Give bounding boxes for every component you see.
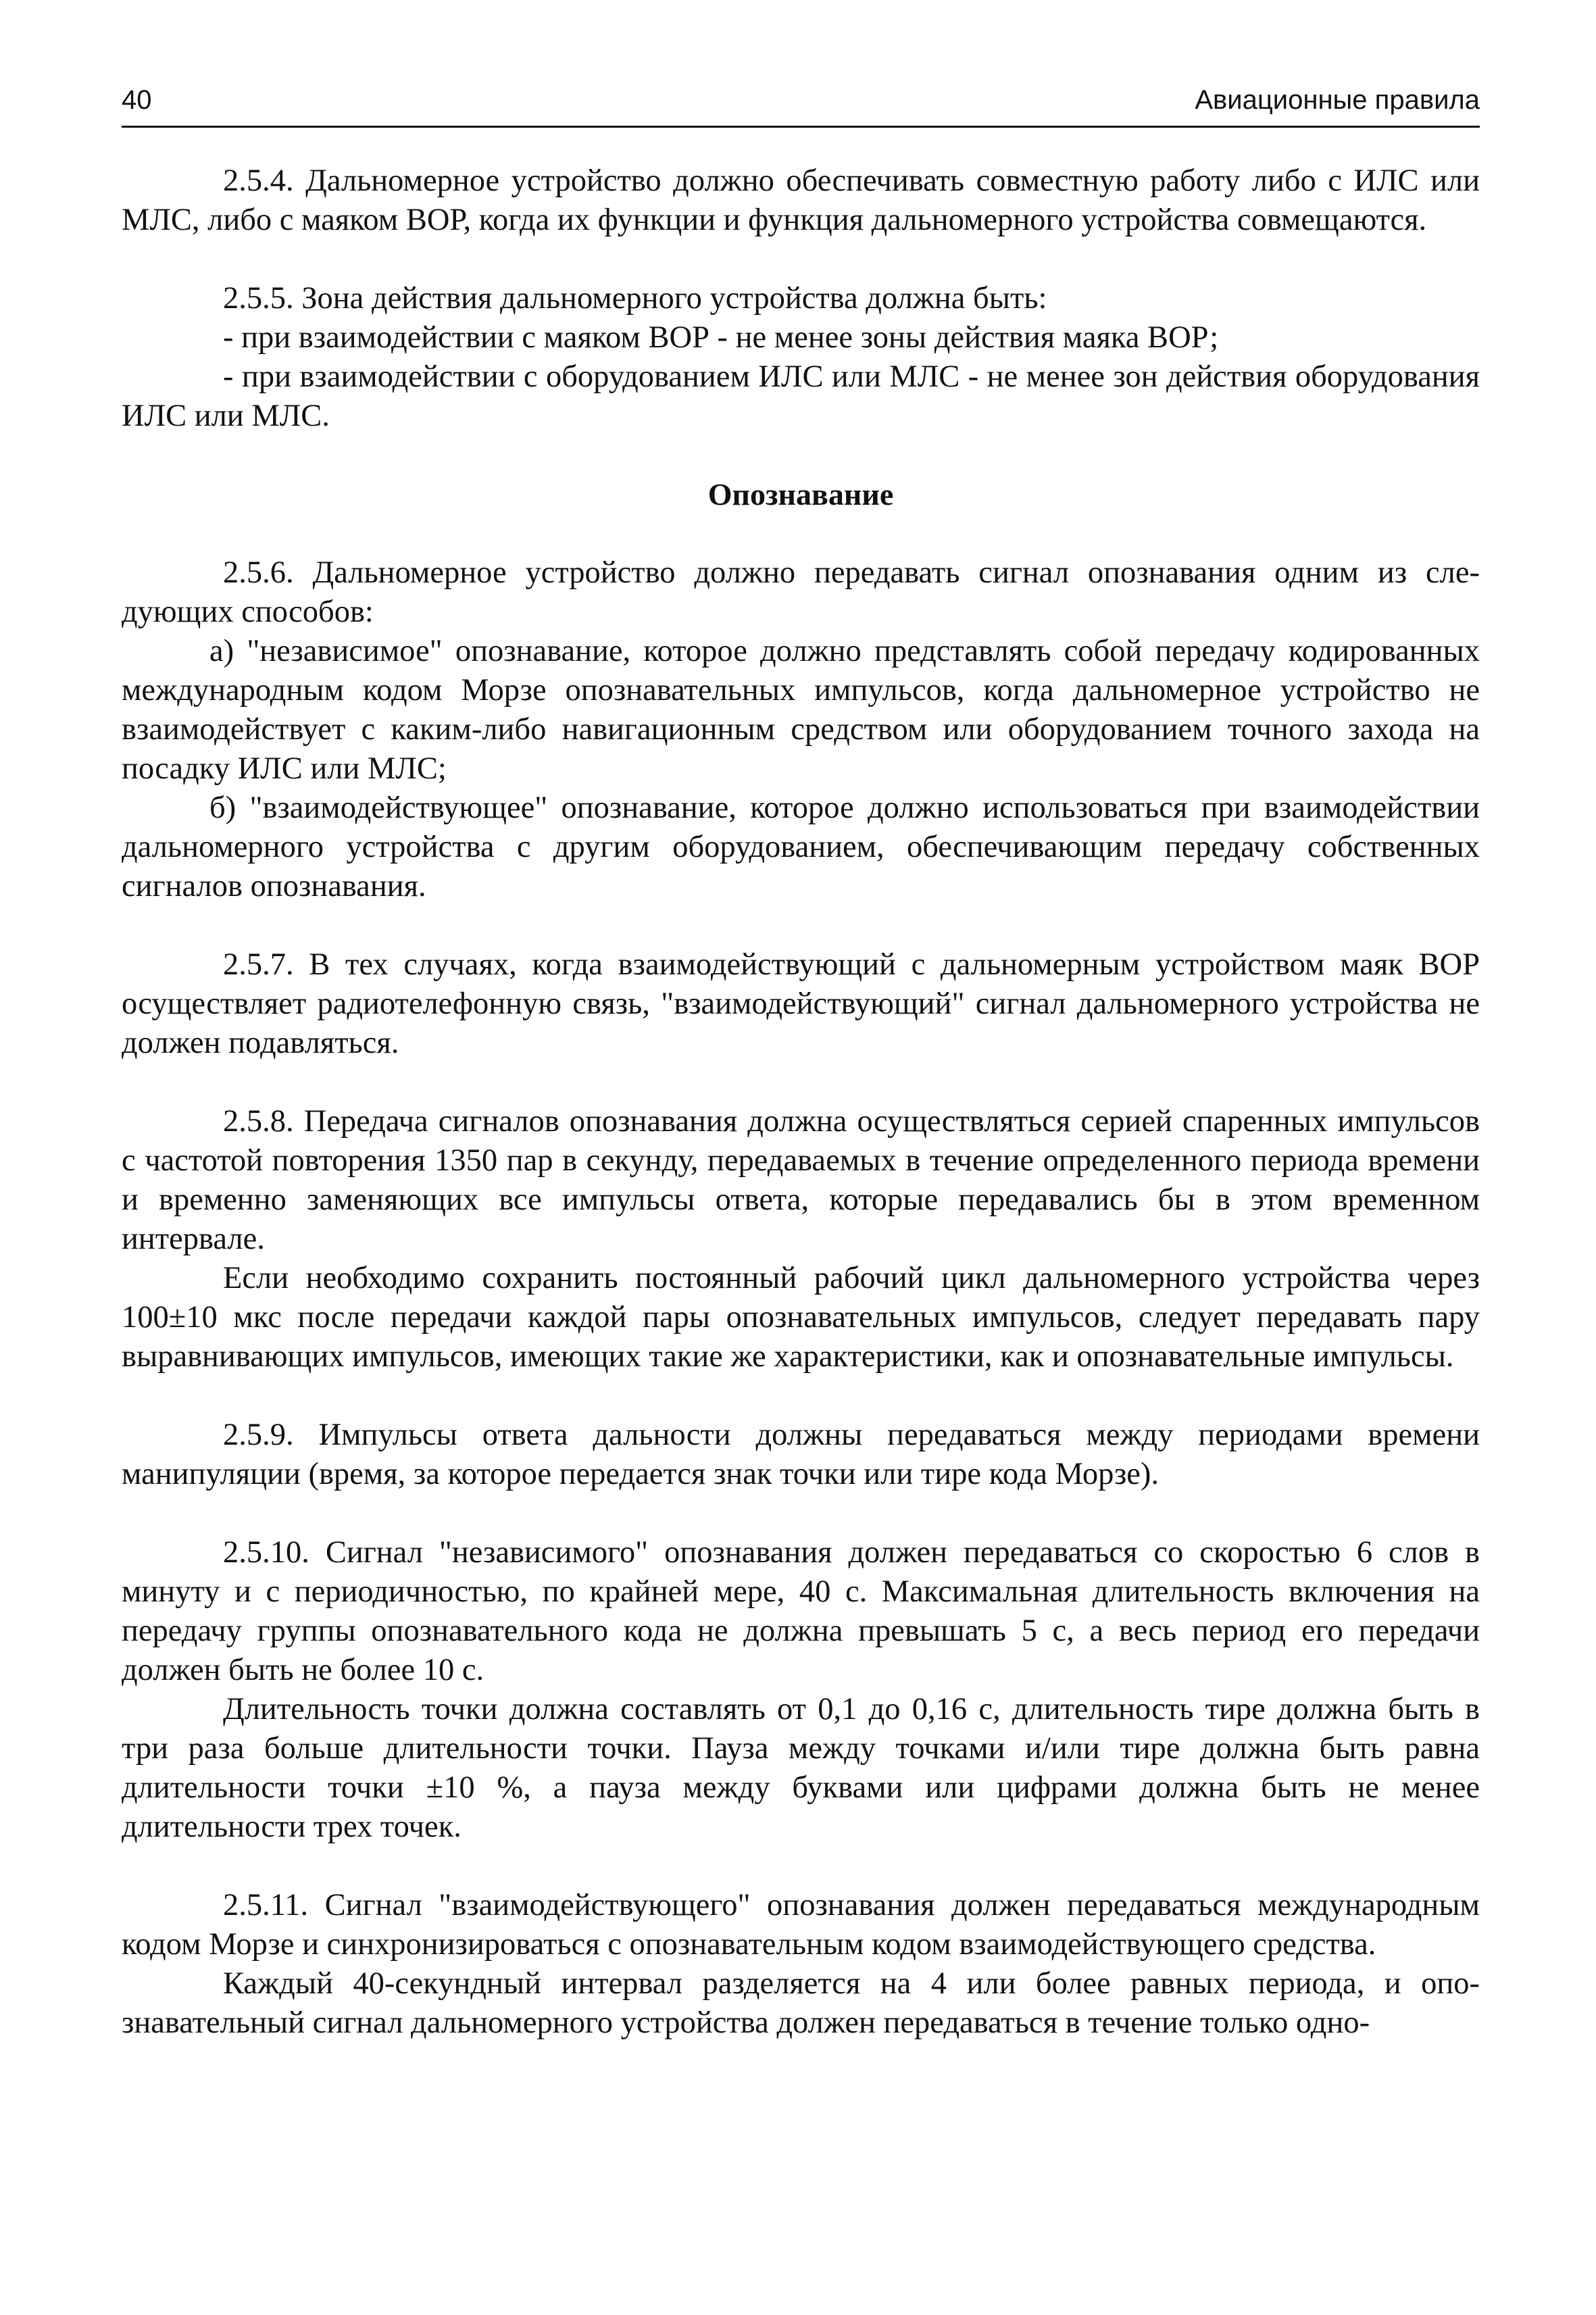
paragraph-2-5-8-continued: Если необходимо сохранить постоянный рабочий цикл дальномерного устройства через 100±10 мкс после передачи каждой пары опознавательных импульсов, следует передавать пару выравнивающих импульсов, имеющих такие же характеристики, как и опознавательные импульсы. [122, 1261, 1480, 1374]
paragraph-2-5-10: 2.5.10. Сигнал "независимого" опознавания должен передаваться со скоростью 6 слов в минуту и с периодичностью, по крайней мере, 40 с. Максимальная длительность включения на передачу группы опознавательного кода не должна превышать 5 с, а весь период его передачи должен быть не более 10 с. [122, 1535, 1480, 1687]
document-body [122, 161, 1480, 2043]
paragraph-2-5-5-item-vor: - при взаимодействии с маяком ВОР - не менее зоны действия маяка ВОР; [223, 320, 1219, 355]
paragraph-2-5-6-item-b: б) "взаимодействующее" опознавание, которое должно использоваться при взаимодействии дальномерного устройства с другим оборудованием, обеспечивающим передачу собственных сигналов опознавания. [122, 791, 1480, 903]
paragraph-2-5-6: 2.5.6. Дальномерное устройство должно передавать сигнал опознавания одним из следующих способов: [122, 555, 1480, 629]
paragraph-2-5-9: 2.5.9. Импульсы ответа дальности должны передаваться между периодами времени манипуляции (время, за которое передается знак точки или тире кода Морзе). [122, 1418, 1480, 1491]
paragraph-2-5-7: 2.5.7. В тех случаях, когда взаимодействующий с дальномерным устройством маяк ВОР осуществляет радиотелефонную связь, "взаимодействующий" сигнал дальномерного устройства не должен подавляться. [122, 947, 1480, 1060]
paragraph-2-5-10-continued: Длительность точки должна составлять от 0,1 до 0,16 с, длительность тире должна быть в три раза больше длительности точки. Пауза между точками и/или тире должна быть равна длительности точки ±10 %, а пауза между буквами или цифрами должна быть не менее длительности трех точек. [122, 1692, 1480, 1844]
running-header [122, 80, 1480, 128]
page-number: 40 [122, 85, 152, 115]
header-title: Авиационные правила [1195, 85, 1480, 115]
paragraph-2-5-5: 2.5.5. Зона действия дальномерного устройства должна быть: [223, 281, 1047, 316]
paragraph-2-5-4: 2.5.4. Дальномерное устройство должно обеспечивать совместную работу либо с ИЛС или МЛС, либо с маяком ВОР, когда их функции и функция дальномерного устройства совмещаются. [122, 164, 1480, 237]
paragraph-2-5-6-item-a: а) "независимое" опознавание, которое должно представлять собой передачу кодированных международным кодом Морзе опознавательных импульсов, когда дальномерное устройство не взаимодействует с каким-либо навигационным средством или оборудованием точного захода на посадку ИЛС или МЛС; [122, 634, 1480, 786]
paragraph-2-5-5-item-ils-mls: - при взаимодействии с оборудованием ИЛС или МЛС - не менее зон действия оборудования ИЛС или МЛС. [122, 359, 1480, 433]
paragraph-2-5-11-continued: Каждый 40-секундный интервал разделяется на 4 или более равных периода, и опознавательный сигнал дальномерного устройства должен передаваться в течение только одно- [122, 1966, 1480, 2040]
document-page [122, 80, 1480, 2043]
paragraph-2-5-11: 2.5.11. Сигнал "взаимодействующего" опознавания должен передаваться международным кодом Морзе и синхронизироваться с опознавательным кодом взаимодействующего средства. [122, 1888, 1480, 1962]
paragraph-2-5-8: 2.5.8. Передача сигналов опознавания должна осуществляться серией спаренных импульсов с частотой повторения 1350 пар в секунду, передаваемых в течение определенного периода времени и временно заменяющих все импульсы ответа, которые передавались бы в этом временном интервале. [122, 1104, 1480, 1256]
section-title: Опознавание [707, 477, 894, 512]
